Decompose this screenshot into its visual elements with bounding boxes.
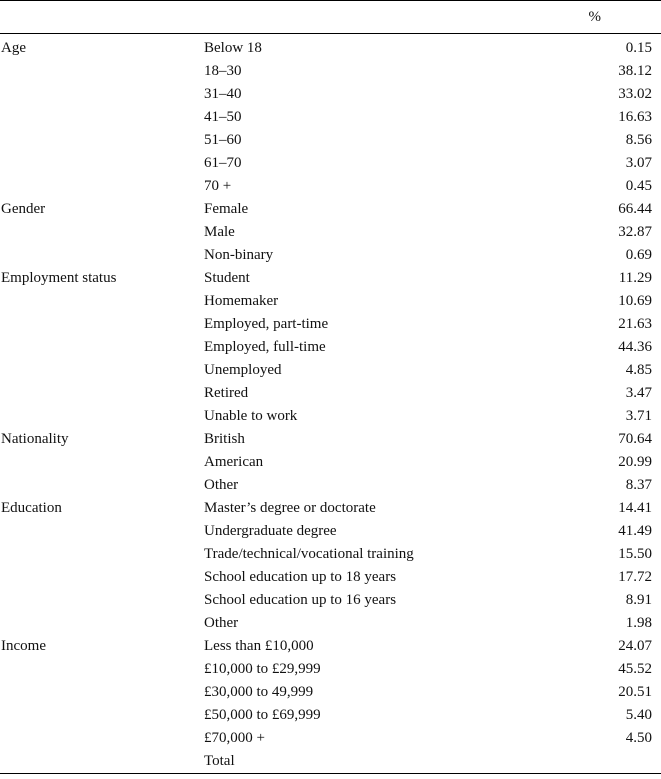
table-row <box>0 267 661 290</box>
row-category <box>0 106 204 129</box>
row-percent: 70.64 <box>618 431 652 447</box>
row-subcategory: 61–70 <box>204 155 242 171</box>
table-row <box>0 244 661 267</box>
row-percent: 11.29 <box>618 270 652 286</box>
table-row <box>0 129 661 152</box>
row-category <box>0 221 204 244</box>
table-row <box>0 359 661 382</box>
table-row <box>0 497 661 520</box>
table-row <box>0 589 661 612</box>
row-percent <box>504 750 661 774</box>
row-subcategory: Student <box>204 270 250 286</box>
row-subcategory: 18–30 <box>204 63 242 79</box>
row-percent: 8.91 <box>625 592 652 608</box>
row-category <box>0 382 204 405</box>
table-row <box>0 34 661 61</box>
row-category <box>0 129 204 152</box>
row-subcategory: Trade/technical/vocational training <box>204 546 414 562</box>
row-category <box>0 244 204 267</box>
table-row <box>0 635 661 658</box>
row-percent: 17.72 <box>618 569 652 585</box>
table-row <box>0 336 661 359</box>
row-category <box>0 175 204 198</box>
row-subcategory: 31–40 <box>204 86 242 102</box>
table-row <box>0 221 661 244</box>
table-row <box>0 106 661 129</box>
header-percent: % <box>504 1 661 34</box>
table-row <box>0 175 661 198</box>
row-category <box>0 359 204 382</box>
table-row <box>0 313 661 336</box>
row-subcategory: Female <box>204 201 249 217</box>
row-percent: 24.07 <box>618 638 652 654</box>
row-category <box>0 543 204 566</box>
row-percent: 4.50 <box>625 730 652 746</box>
row-category: Nationality <box>1 431 69 447</box>
row-percent: 16.63 <box>618 109 652 125</box>
row-subcategory: £50,000 to £69,999 <box>204 707 321 723</box>
table-row <box>0 612 661 635</box>
row-category <box>0 405 204 428</box>
row-percent: 3.07 <box>625 155 652 171</box>
row-percent: 21.63 <box>618 316 652 332</box>
row-category <box>0 474 204 497</box>
table-row <box>0 658 661 681</box>
row-percent: 45.52 <box>618 661 652 677</box>
row-percent: 41.49 <box>618 523 652 539</box>
row-percent: 44.36 <box>618 339 652 355</box>
row-category <box>0 520 204 543</box>
row-subcategory: Employed, full-time <box>204 339 326 355</box>
table-row <box>0 198 661 221</box>
row-percent: 0.15 <box>625 40 652 56</box>
header-row <box>0 1 661 34</box>
row-percent: 0.45 <box>625 178 652 194</box>
table-row <box>0 152 661 175</box>
row-category <box>0 727 204 750</box>
row-category: Age <box>1 40 26 56</box>
row-subcategory: Unemployed <box>204 362 282 378</box>
row-subcategory: £30,000 to 49,999 <box>204 684 314 700</box>
row-category <box>0 658 204 681</box>
table-row <box>0 451 661 474</box>
row-percent: 15.50 <box>618 546 652 562</box>
row-percent: 20.99 <box>618 454 652 470</box>
row-percent: 14.41 <box>618 500 652 516</box>
row-percent: 3.47 <box>625 385 652 401</box>
row-category <box>0 60 204 83</box>
row-percent: 4.85 <box>625 362 652 378</box>
table-row <box>0 60 661 83</box>
row-percent: 0.69 <box>625 247 652 263</box>
row-category <box>0 152 204 175</box>
table-row <box>0 727 661 750</box>
row-percent: 20.51 <box>618 684 652 700</box>
row-category <box>0 451 204 474</box>
row-subcategory: School education up to 18 years <box>204 569 397 585</box>
row-subcategory: Other <box>204 615 239 631</box>
row-category <box>0 704 204 727</box>
row-category <box>0 681 204 704</box>
row-percent: 1.98 <box>625 615 652 631</box>
row-category <box>0 589 204 612</box>
row-category <box>0 83 204 106</box>
table-row <box>0 566 661 589</box>
row-category: Employment status <box>1 270 117 286</box>
table-body <box>0 34 661 774</box>
row-category <box>0 566 204 589</box>
row-subcategory: Unable to work <box>204 408 298 424</box>
row-category <box>0 612 204 635</box>
row-subcategory: Below 18 <box>204 40 262 56</box>
row-subcategory: £10,000 to £29,999 <box>204 661 321 677</box>
row-category <box>0 750 204 774</box>
header-category <box>0 1 204 34</box>
table-row <box>0 290 661 313</box>
row-percent: 33.02 <box>618 86 652 102</box>
table-header <box>0 1 661 34</box>
row-subcategory: Homemaker <box>204 293 279 309</box>
table-row <box>0 83 661 106</box>
row-subcategory: Less than £10,000 <box>204 638 314 654</box>
row-subcategory: Non-binary <box>204 247 274 263</box>
row-percent: 66.44 <box>618 201 652 217</box>
row-subcategory: Master’s degree or doctorate <box>204 500 376 516</box>
row-percent: 8.56 <box>625 132 652 148</box>
row-subcategory: Male <box>204 224 235 240</box>
row-subcategory: Retired <box>204 385 249 401</box>
table-row <box>0 681 661 704</box>
row-subcategory: School education up to 16 years <box>204 592 397 608</box>
row-subcategory: Other <box>204 477 239 493</box>
row-category: Gender <box>1 201 46 217</box>
table-row <box>0 750 661 774</box>
table-row <box>0 382 661 405</box>
table-row <box>0 474 661 497</box>
row-percent: 10.69 <box>618 293 652 309</box>
row-category: Income <box>1 638 46 654</box>
row-percent: 38.12 <box>618 63 652 79</box>
table-row <box>0 543 661 566</box>
row-subcategory: British <box>204 431 245 447</box>
row-subcategory: 51–60 <box>204 132 242 148</box>
row-subcategory: Undergraduate degree <box>204 523 337 539</box>
table-row <box>0 704 661 727</box>
row-category <box>0 290 204 313</box>
row-subcategory: 70 + <box>204 178 232 194</box>
row-category: Education <box>1 500 62 516</box>
table-row <box>0 405 661 428</box>
table-row <box>0 428 661 451</box>
row-subcategory: 41–50 <box>204 109 242 125</box>
row-percent: 32.87 <box>618 224 652 240</box>
row-percent: 5.40 <box>625 707 652 723</box>
table-row <box>0 520 661 543</box>
row-percent: 3.71 <box>625 408 652 424</box>
header-subcategory <box>204 1 504 34</box>
row-category <box>0 336 204 359</box>
row-category <box>0 313 204 336</box>
row-subcategory: American <box>204 454 264 470</box>
row-subcategory: £70,000 + <box>204 730 265 746</box>
row-percent: 8.37 <box>625 477 652 493</box>
row-subcategory: Total <box>204 750 504 774</box>
row-subcategory: Employed, part-time <box>204 316 329 332</box>
